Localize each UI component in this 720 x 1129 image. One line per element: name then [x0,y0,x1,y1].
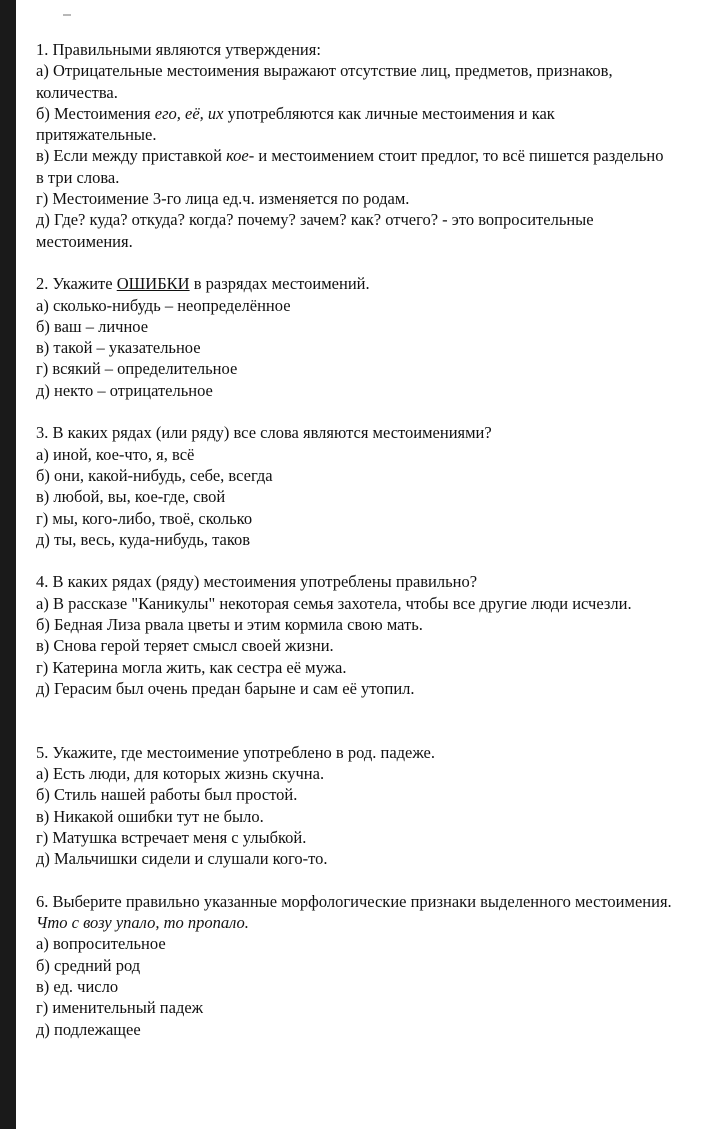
q6-option-a: а) вопросительное [36,934,166,954]
q5-option-e: д) Мальчишки сидели и слушали кого-то. [36,849,328,869]
q3-title: 3. В каких рядах (или ряду) все слова являются местоимениями? [36,423,492,443]
spacer [36,401,720,422]
q1-option-a-line1: а) Отрицательные местоимения выражают отсутствие лиц, предметов, признаков, [36,61,613,81]
q4-option-a: а) В рассказе "Каникулы" некоторая семья захотела, чтобы все другие люди исчезли. [36,593,632,613]
q1-c-text-post: и местоимением стоит предлог, то всё пишется раздельно [254,146,664,166]
left-dark-edge [0,0,16,1129]
q5-option-c: в) Никакой ошибки тут не было. [36,806,264,826]
q2-option-e: д) некто – отрицательное [36,380,213,400]
q4-option-e: д) Герасим был очень предан барыне и сам её утопил. [36,678,415,698]
worksheet-text [36,39,720,1040]
q1-title: 1. Правильными являются утверждения: [36,40,321,59]
q3-option-e: д) ты, весь, куда-нибудь, таков [36,529,251,549]
q5-option-b: б) Стиль нашей работы был простой. [36,785,298,805]
top-scan-mark [63,14,71,16]
q5-option-a: а) Есть люди, для которых жизнь скучна. [36,764,325,784]
q1-b-text-pre: б) Местоимения [36,103,155,123]
q1-option-e-line2: местоимения. [36,231,133,251]
q2-title-underlined: ОШИБКИ [116,274,190,294]
spacer [36,550,720,571]
q1-option-b-line1 [36,103,720,124]
q5-title: 5. Укажите, где местоимение употреблено в род. падеже. [36,742,436,762]
q6-option-e: д) подлежащее [36,1019,141,1039]
q5-option-d: г) Матушка встречает меня с улыбкой. [36,827,307,847]
q2-option-b: б) ваш – личное [36,316,149,336]
q4-option-d: г) Катерина могла жить, как сестра её мужа. [36,657,347,677]
q2-option-a: а) сколько-нибудь – неопределённое [36,295,291,315]
q1-option-c-line2: в три слова. [36,167,120,187]
q6-example-sentence: Что с возу упало, то пропало. [36,913,249,933]
q4-option-c: в) Снова герой теряет смысл своей жизни. [36,636,334,656]
q2-title-pre: 2. Укажите [36,274,117,294]
q1-option-e-line1: д) Где? куда? откуда? когда? почему? зачем? как? отчего? - это вопросительные [36,210,594,230]
q1-option-c-line1 [36,145,720,166]
q2-option-d: г) всякий – определительное [36,359,238,379]
spacer [36,870,720,891]
q4-title: 4. В каких рядах (ряду) местоимения употреблены правильно? [36,572,478,592]
spacer [36,252,720,273]
q3-option-c: в) любой, вы, кое-где, свой [36,487,226,507]
q1-option-a-line2: количества. [36,82,118,102]
q1-c-italic-prefix: кое- [226,146,255,166]
q6-option-b: б) средний род [36,955,141,975]
q2-option-c: в) такой – указательное [36,338,201,358]
q1-option-d: г) Местоимение 3-го лица ед.ч. изменяется по родам. [36,189,410,209]
spacer-large [36,699,720,742]
q6-title: 6. Выберите правильно указанные морфологические признаки выделенного местоимения. [36,891,672,911]
q3-option-d: г) мы, кого-либо, твоё, сколько [36,508,253,528]
q1-b-text-post: употребляются как личные местоимения и как [223,103,555,123]
q3-option-b: б) они, какой-нибудь, себе, всегда [36,465,273,485]
q3-option-a: а) иной, кое-что, я, всё [36,444,195,464]
q6-option-c: в) ед. число [36,977,119,997]
q6-option-d: г) именительный падеж [36,998,204,1018]
q2-title [36,273,720,294]
q4-option-b: б) Бедная Лиза рвала цветы и этим кормила свою мать. [36,615,423,635]
q2-title-post: в разрядах местоимений. [189,274,370,294]
q1-c-text-pre: в) Если между приставкой [36,146,227,166]
q1-option-b-line2: притяжательные. [36,125,157,145]
q1-b-italic-words: его, её, их [154,103,224,123]
